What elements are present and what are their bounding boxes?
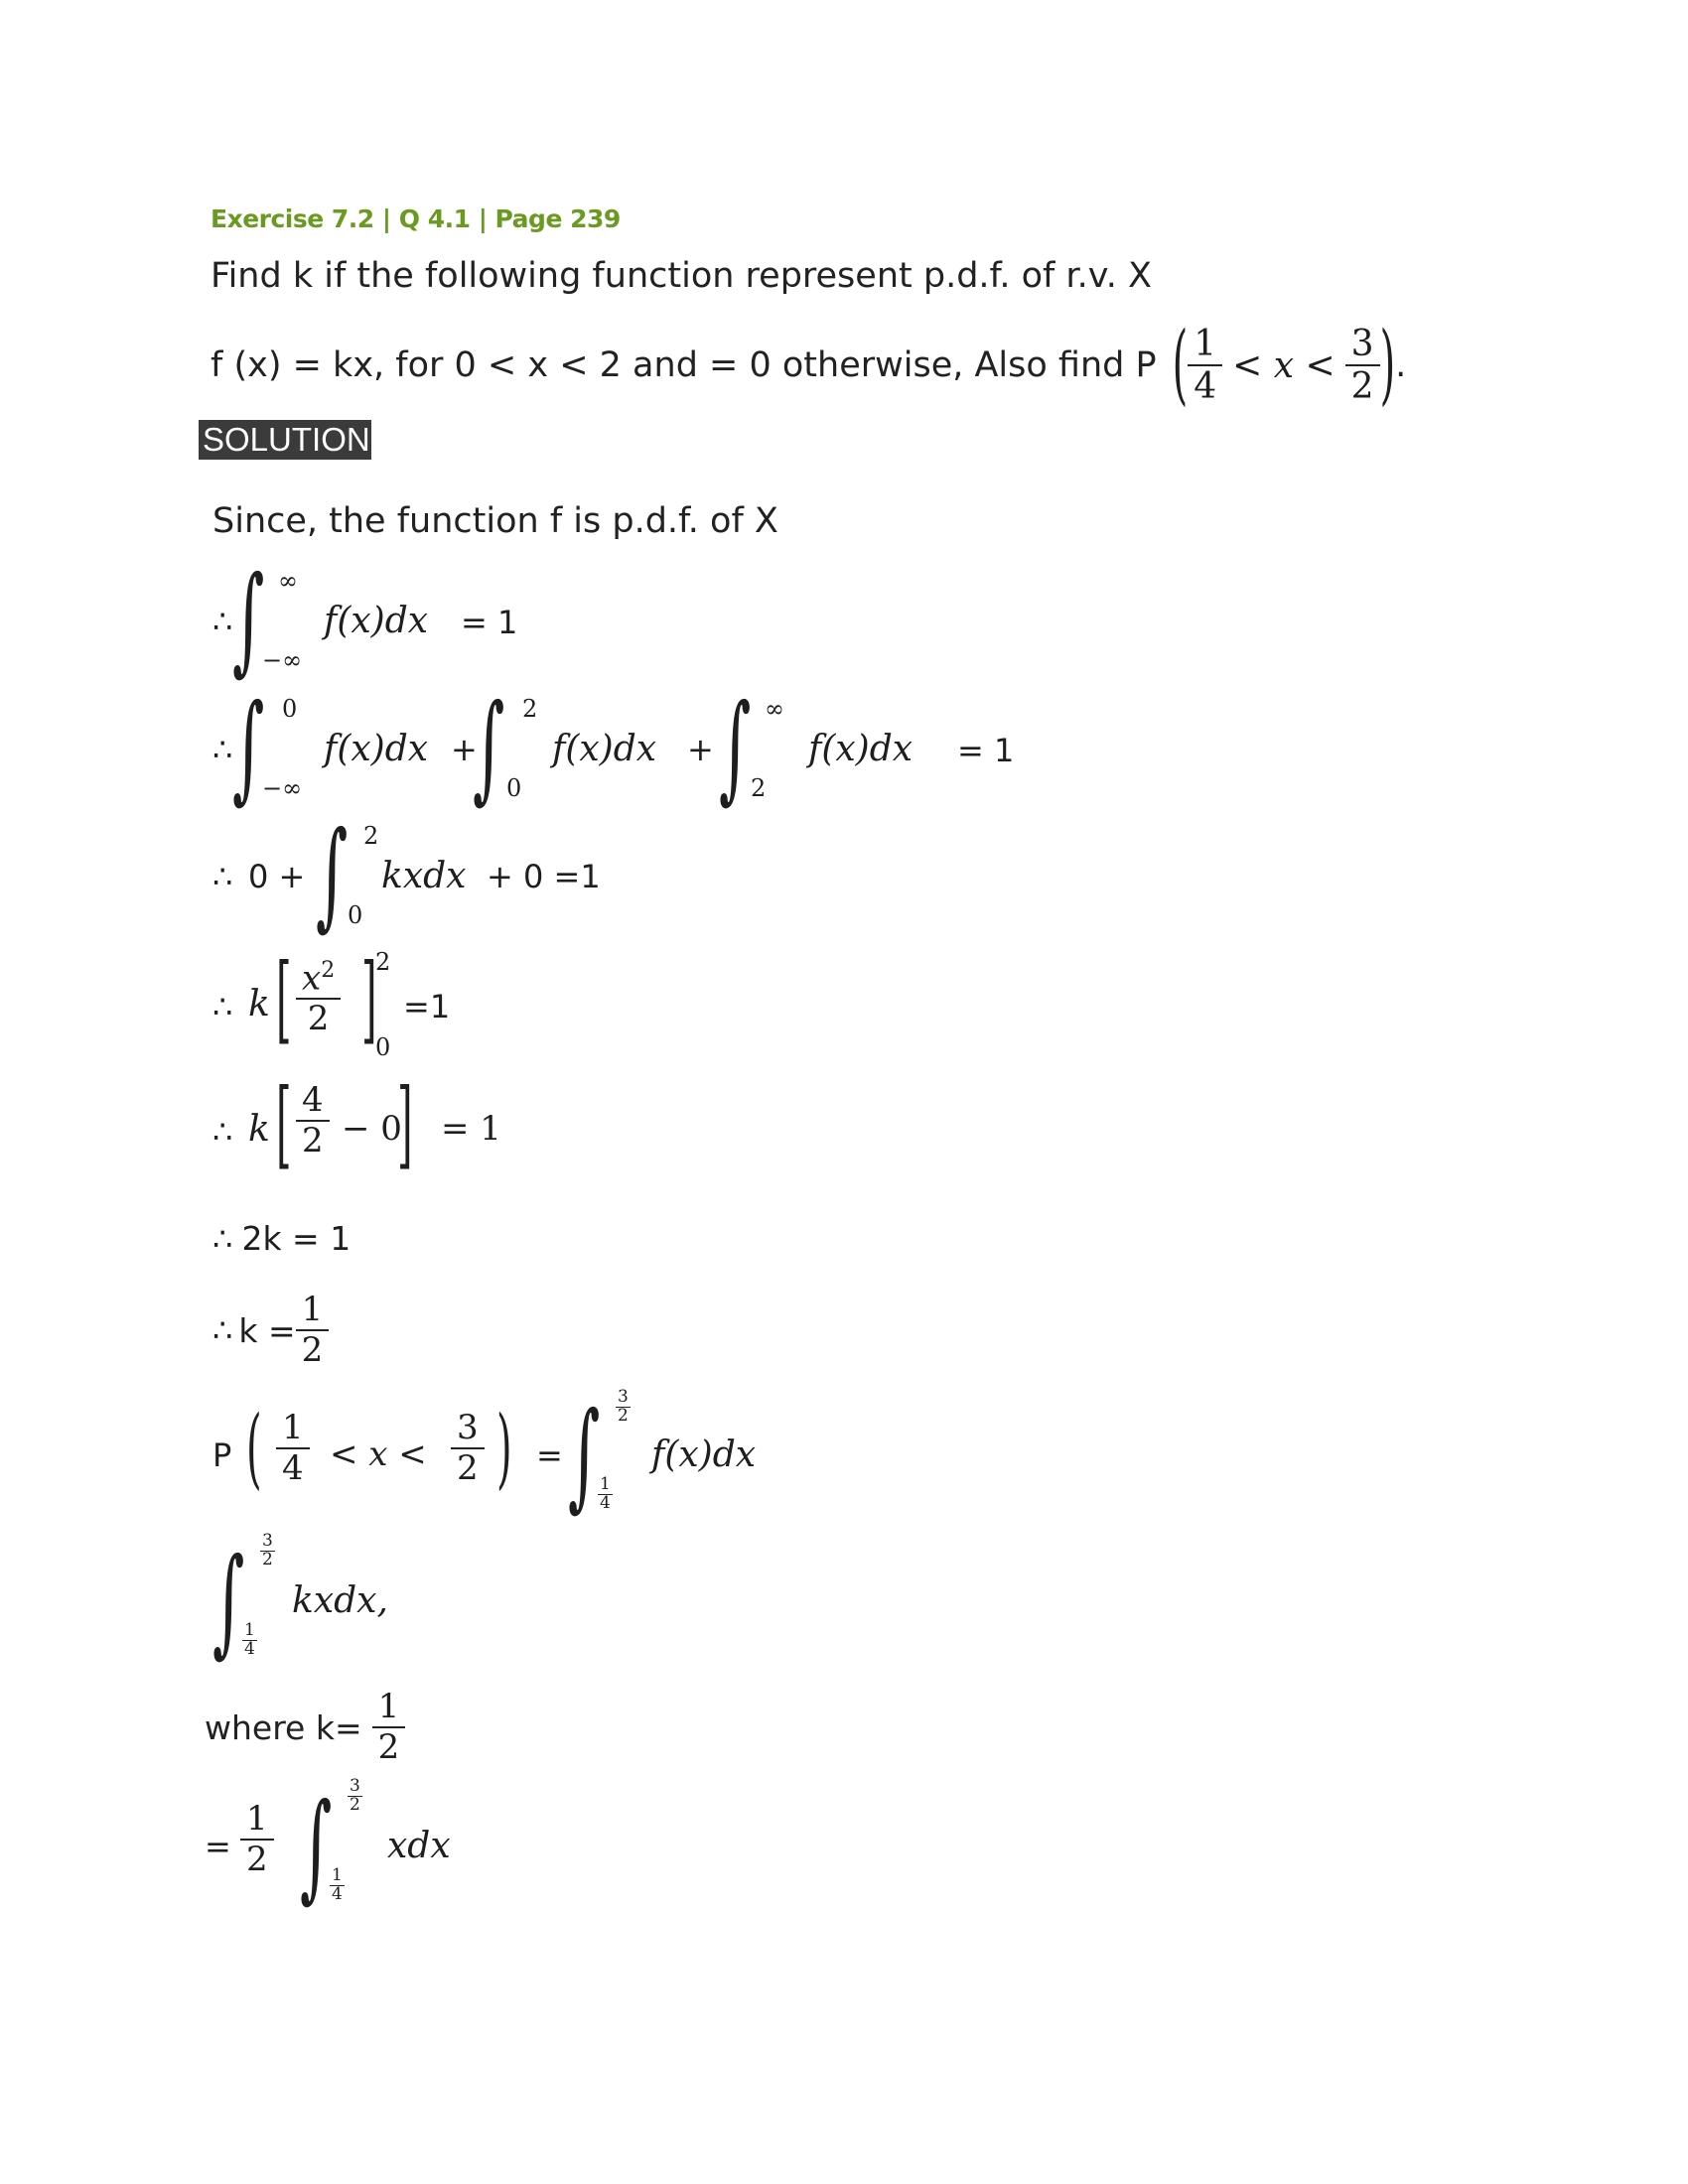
numerator: 1 [372,1688,406,1728]
fraction-one-half [240,1800,274,1879]
numerator: 3 [618,1387,629,1407]
denominator: 2 [246,1840,268,1880]
upper-limit [348,1778,362,1815]
upper-limit [260,1533,275,1570]
numerator: 1 [240,1800,274,1841]
integral-sign: ∫ [568,1385,601,1524]
numerator: 1 [332,1865,343,1885]
right-bracket: ] [361,945,377,1056]
integral-sign: ∫ [212,1531,245,1670]
therefore-symbol: ∴ [212,858,233,895]
integrand: f(x)dx [324,729,429,769]
fraction-one-quarter [1188,324,1222,408]
intro-text: Since, the function f is p.d.f. of X [212,501,778,541]
integral-sign: ∫ [232,549,265,688]
upper-limit: 2 [522,695,538,723]
lower-limit: 0 [375,1033,391,1061]
lower-limit [242,1622,257,1659]
numerator: 1 [600,1474,611,1494]
inequality: < x < [1232,344,1336,386]
lower-limit: −∞ [262,774,303,802]
step-7-left: k = [238,1310,296,1350]
right-paren: ) [496,1399,512,1500]
fraction-three-halves [451,1409,485,1488]
numerator: 1 [276,1409,310,1449]
denominator: 2 [302,1121,324,1161]
question-line-2 [211,316,1406,415]
solution-label: SOLUTION [199,420,371,460]
denominator: 2 [350,1794,360,1815]
x-squared-over-two [296,958,341,1039]
x-symbol: x [302,958,322,999]
lower-limit [598,1476,613,1513]
integral-sign: ∫ [719,677,752,816]
exercise-label: Exercise 7.2 | Q 4.1 | Page 239 [211,205,621,233]
period: . [1395,345,1407,385]
denominator: 2 [377,1727,400,1767]
upper-limit: 2 [363,822,379,850]
numerator: 3 [262,1531,273,1551]
where-line [205,1678,405,1777]
right-paren: ) [1379,315,1396,416]
left-paren: ( [1172,315,1189,416]
therefore-symbol: ∴ [212,1311,233,1349]
exponent: 2 [321,958,336,983]
k-symbol: k [248,984,270,1024]
integrand: f(x)dx [808,729,914,769]
step-7 [212,1281,329,1380]
upper-limit: 0 [282,695,298,723]
step-1-rhs: = 1 [461,604,518,641]
plus: + [451,731,478,768]
denominator: 2 [1350,366,1374,407]
left-paren: ( [246,1399,262,1500]
upper-limit [616,1389,631,1426]
numerator: 3 [451,1409,485,1449]
step-6-text: 2k = 1 [241,1219,352,1258]
lower-limit [330,1867,345,1904]
lower-limit: 0 [348,901,363,929]
upper-limit: 2 [375,948,391,976]
fraction-three-halves [1345,324,1380,408]
numerator: 4 [296,1081,330,1122]
step-2-rhs: = 1 [957,732,1015,769]
question-text: f (x) = kx, for 0 < x < 2 and = 0 otherwise, Also find P [211,345,1157,385]
upper-limit: ∞ [765,695,784,723]
integral-sign: ∫ [316,804,349,943]
denominator: 4 [332,1883,343,1904]
integrand: f(x)dx [651,1434,757,1475]
fraction-one-quarter [276,1409,310,1488]
integral-sign: ∫ [300,1776,333,1915]
fraction-four-halves [296,1081,330,1160]
therefore-symbol: ∴ [212,1113,233,1151]
denominator: 4 [600,1492,611,1513]
left-bracket: [ [276,945,292,1056]
denominator: 2 [301,1330,324,1370]
numerator: 3 [1345,324,1380,366]
upper-limit: ∞ [278,567,298,595]
lower-limit: 2 [751,774,767,802]
therefore-symbol: ∴ [212,988,233,1025]
step-4-rhs: =1 [403,988,451,1025]
lower-limit: 0 [506,774,522,802]
inequality: < x < [330,1434,427,1474]
numerator: 1 [296,1291,330,1331]
denominator: 2 [307,999,330,1039]
numerator [296,958,341,1000]
denominator: 2 [262,1549,273,1570]
step-5-rhs: = 1 [441,1109,501,1149]
p-label: P [212,1436,232,1474]
integrand: f(x)dx [552,729,657,769]
minus-zero: − 0 [342,1109,402,1149]
numerator: 1 [244,1620,255,1640]
final-equals: = [205,1828,231,1865]
plus: + [687,731,714,768]
k-symbol: k [248,1109,270,1150]
denominator: 2 [618,1405,629,1426]
step-6 [212,1219,351,1258]
denominator: 4 [244,1638,255,1659]
lower-limit: −∞ [262,646,303,674]
therefore-symbol: ∴ [212,603,233,640]
question-line-1: Find k if the following function represent p.d.f. of r.v. X [211,256,1152,296]
therefore-symbol: ∴ [212,731,233,768]
denominator: 4 [282,1448,304,1489]
therefore-symbol: ∴ [212,1220,233,1258]
denominator: 4 [1194,366,1217,407]
integrand: xdx [387,1826,451,1866]
integrand: f(x)dx [324,601,429,641]
denominator: 2 [457,1448,479,1489]
p-equals: = [536,1436,563,1474]
numerator: 1 [1188,324,1222,366]
step-3-left: 0 + [248,858,306,895]
integrand: kxdx [381,856,467,896]
numerator: 3 [350,1776,360,1796]
right-bracket: ] [397,1070,413,1181]
where-text: where k= [205,1707,362,1747]
left-bracket: [ [276,1070,292,1181]
integrand: kxdx, [292,1580,388,1621]
integral-sign: ∫ [232,677,265,816]
fraction-one-half [296,1291,330,1370]
step-3-right: + 0 =1 [487,858,601,895]
integral-sign: ∫ [473,677,505,816]
fraction-one-half [372,1688,406,1767]
